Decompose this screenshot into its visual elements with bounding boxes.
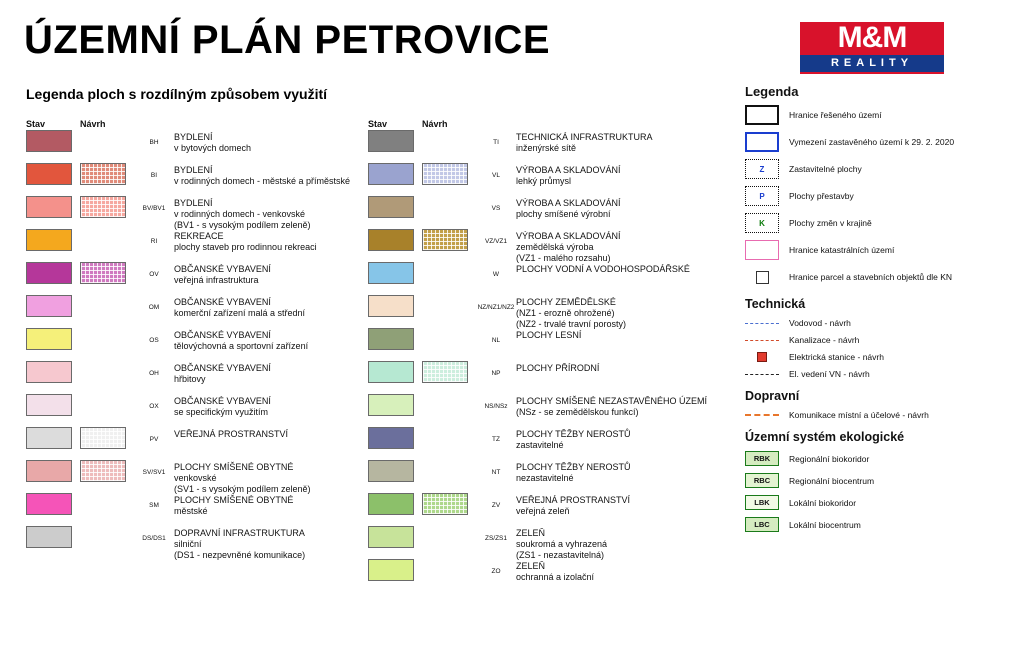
legend-description: PLOCHY SMÍŠENÉ OBYTNÉ městské (174, 495, 294, 516)
col-header-navrh-right: Návrh (422, 119, 448, 129)
swatch-stav (26, 229, 72, 251)
boundary-black-icon (745, 105, 779, 125)
legend-code: ZV (491, 502, 501, 509)
line-orange-dash-icon (745, 414, 779, 416)
swatch-stav (368, 361, 414, 383)
legend-column-left (26, 130, 356, 559)
legend-code: PV (149, 436, 159, 443)
legend-row (368, 493, 718, 526)
legend-description: BYDLENÍ v rodinných domech - venkovské (BV1 - s vysokým podílem zeleně) (174, 198, 311, 230)
swatch-stav (368, 394, 414, 416)
swatch-stav (368, 427, 414, 449)
swatch-stav (368, 559, 414, 581)
logo-main-text: M&M (837, 21, 907, 54)
legend-row (26, 196, 356, 229)
legend-code: NZ/NZ1/NZ2 (477, 304, 515, 311)
legend-row (26, 163, 356, 196)
legend-entry (745, 318, 1015, 328)
legend-column-right (368, 130, 718, 592)
legend-description: VÝROBA A SKLADOVÁNÍ lehký průmysl (516, 165, 621, 186)
legend-code: ZO (491, 568, 501, 575)
legend-entry-label: Vodovod - návrh (789, 318, 851, 328)
swatch-stav (368, 163, 414, 185)
legend-entry (745, 495, 1015, 510)
legend-description: BYDLENÍ v rodinných domech - městské a příměstské (174, 165, 351, 186)
legend-description: VÝROBA A SKLADOVÁNÍ plochy smíšené výrobní (516, 198, 621, 219)
legend-entry-label: Regionální biokoridor (789, 453, 870, 464)
legend-row (26, 526, 356, 559)
legend-entry-label: Komunikace místní a účelové - návrh (789, 410, 929, 420)
swatch-stav (368, 493, 414, 515)
swatch-stav (368, 526, 414, 548)
uses-tag-lbk: LBK (745, 495, 779, 510)
legend-description: VÝROBA A SKLADOVÁNÍ zemědělská výroba (VZ1 - malého rozsahu) (516, 231, 621, 263)
legend-technicka-items (745, 318, 1015, 379)
legend-entry-label: Elektrická stanice - návrh (789, 352, 884, 362)
legend-code: OS (149, 337, 159, 344)
legend-description: ZELEŇ ochranná a izolační (516, 561, 595, 582)
legend-description: PLOCHY VODNÍ A VODOHOSPODÁŘSKÉ (516, 264, 690, 274)
legend-entry (745, 410, 1015, 420)
legend-code: DS/DS1 (142, 535, 166, 542)
swatch-stav (368, 130, 414, 152)
legend-code: OH (149, 370, 159, 377)
legend-code: TZ (492, 436, 500, 443)
legend-entry (745, 473, 1015, 488)
legend-entry-label: Regionální biocentrum (789, 475, 875, 486)
legend-description: REKREACE plochy staveb pro rodinnou rekreaci (174, 231, 317, 252)
legend-row (368, 163, 718, 196)
line-blue-dash-icon (745, 323, 779, 324)
col-header-navrh-left: Návrh (80, 119, 106, 129)
legend-description: OBČANSKÉ VYBAVENÍ se specifickým využitím (174, 396, 271, 417)
legend-code: NP (491, 370, 501, 377)
legend-code: TI (493, 139, 499, 146)
legend-code: VZ/VZ1 (484, 238, 508, 245)
legend-entry-label: Lokální biokoridor (789, 497, 857, 508)
swatch-navrh (80, 196, 126, 218)
legend-entry-label: Hranice řešeného území (789, 110, 882, 120)
page-subtitle: Legenda ploch s rozdílným způsobem využití (26, 86, 328, 102)
legend-description: BYDLENÍ v bytových domech (174, 132, 252, 153)
legend-code: OM (148, 304, 160, 311)
legend-row (368, 460, 718, 493)
uses-tag-rbk: RBK (745, 451, 779, 466)
swatch-navrh (422, 163, 468, 185)
legend-row (26, 262, 356, 295)
legend-entry-label: El. vedení VN - návrh (789, 369, 870, 379)
legend-code: VL (492, 172, 500, 179)
legend-entry (745, 132, 1015, 152)
swatch-stav (368, 229, 414, 251)
legend-section-dopravni: Dopravní (745, 389, 800, 403)
legend-row (26, 361, 356, 394)
legend-description: VEŘEJNÁ PROSTRANSTVÍ (174, 429, 289, 439)
legend-row (26, 229, 356, 262)
legend-code: SM (149, 502, 159, 509)
swatch-navrh (422, 493, 468, 515)
parcel-square-icon (745, 267, 779, 287)
electric-station-icon (745, 352, 779, 362)
swatch-stav (368, 262, 414, 284)
swatch-navrh (80, 427, 126, 449)
legend-code: RI (150, 238, 158, 245)
legend-entry-label: Vymezení zastavěného území k 29. 2. 2020 (789, 137, 955, 147)
legend-entry-label: Hranice katastrálních území (789, 245, 895, 255)
legend-uses-items (745, 451, 1015, 532)
legend-row (26, 328, 356, 361)
legend-description: OBČANSKÉ VYBAVENÍ tělovýchovná a sportovní zařízení (174, 330, 309, 351)
legend-description: ZELEŇ soukromá a vyhrazená (ZS1 - nezastavitelná) (516, 528, 608, 560)
swatch-stav (368, 295, 414, 317)
legend-description: PLOCHY LESNÍ (516, 330, 582, 340)
legend-description: OBČANSKÉ VYBAVENÍ komerční zařízení malá a střední (174, 297, 306, 318)
legend-entry (745, 105, 1015, 125)
legend-entry-label: Plochy změn v krajině (789, 218, 872, 228)
swatch-navrh (80, 460, 126, 482)
legend-entry-label: Plochy přestavby (789, 191, 854, 201)
legend-code: W (492, 271, 500, 278)
legend-row (368, 526, 718, 559)
line-black-dash-icon (745, 374, 779, 375)
legend-description: PLOCHY TĚŽBY NEROSTŮ zastavitelné (516, 429, 631, 450)
legend-row (368, 361, 718, 394)
legend-code: ZS/ZS1 (484, 535, 508, 542)
swatch-navrh (422, 229, 468, 251)
legend-entry-label: Lokální biocentrum (789, 519, 861, 530)
area-p-icon: P (745, 186, 779, 206)
boundary-blue-icon (745, 132, 779, 152)
legend-description: DOPRAVNÍ INFRASTRUKTURA silniční (DS1 - nezpevněné komunikace) (174, 528, 306, 560)
legend-description: TECHNICKÁ INFRASTRUKTURA inženýrské sítě (516, 132, 653, 153)
legend-code: NL (491, 337, 501, 344)
swatch-stav (26, 163, 72, 185)
legend-code: BH (149, 139, 159, 146)
legend-description: PLOCHY TĚŽBY NEROSTŮ nezastavitelné (516, 462, 631, 483)
legend-row (368, 394, 718, 427)
area-k-icon: K (745, 213, 779, 233)
uses-tag-lbc: LBC (745, 517, 779, 532)
legend-description: OBČANSKÉ VYBAVENÍ hřbitovy (174, 363, 271, 384)
legend-code: BI (150, 172, 158, 179)
legend-row (368, 196, 718, 229)
legend-row (368, 559, 718, 592)
swatch-navrh (422, 361, 468, 383)
swatch-stav (26, 460, 72, 482)
swatch-navrh (80, 163, 126, 185)
area-z-icon: Z (745, 159, 779, 179)
legend-entry-label: Hranice parcel a stavebních objektů dle KN (789, 272, 953, 282)
legend-section-technicka: Technická (745, 297, 806, 311)
boundary-pink-icon (745, 240, 779, 260)
legend-code: NS/NSz (484, 403, 508, 410)
legend-row (26, 427, 356, 460)
uses-tag-rbc: RBC (745, 473, 779, 488)
legend-row (368, 130, 718, 163)
legend-entry (745, 186, 1015, 206)
legend-entry (745, 213, 1015, 233)
legend-code: OX (149, 403, 159, 410)
legend-row (368, 262, 718, 295)
legend-entry-label: Kanalizace - návrh (789, 335, 860, 345)
legend-row (26, 394, 356, 427)
swatch-stav (26, 394, 72, 416)
legend-entry-label: Zastavitelné plochy (789, 164, 862, 174)
legend-entry (745, 240, 1015, 260)
legend-title: Legenda (745, 84, 799, 99)
legend-entry (745, 369, 1015, 379)
legend-row (26, 130, 356, 163)
swatch-stav (26, 130, 72, 152)
page-title: ÚZEMNÍ PLÁN PETROVICE (24, 18, 551, 62)
legend-code: VS (491, 205, 501, 212)
col-header-stav-right: Stav (368, 119, 388, 129)
swatch-stav (26, 295, 72, 317)
legend-description: OBČANSKÉ VYBAVENÍ veřejná infrastruktura (174, 264, 271, 285)
swatch-stav (26, 526, 72, 548)
legend-description: PLOCHY PŘÍRODNÍ (516, 363, 600, 373)
legend-description: PLOCHY ZEMĚDĚLSKÉ (NZ1 - erozně ohrožené) (NZ2 - trvalé travní porosty) (516, 297, 627, 329)
logo-sub-text: REALITY (800, 55, 944, 72)
swatch-stav (26, 361, 72, 383)
legend-code: BV/BV1 (142, 205, 166, 212)
swatch-stav (368, 196, 414, 218)
swatch-stav (26, 427, 72, 449)
legend-row (26, 493, 356, 526)
map-legend-panel (745, 84, 1015, 539)
legend-code: SV/SV1 (142, 469, 166, 476)
legend-row (368, 295, 718, 328)
legend-code: OV (149, 271, 159, 278)
legend-entry (745, 267, 1015, 287)
legend-row (368, 229, 718, 262)
legend-entry (745, 352, 1015, 362)
legend-items (745, 105, 1015, 287)
legend-description: VEŘEJNÁ PROSTRANSTVÍ veřejná zeleň (516, 495, 631, 516)
swatch-stav (368, 460, 414, 482)
legend-entry (745, 335, 1015, 345)
legend-description: PLOCHY SMÍŠENÉ NEZASTAVĚNÉHO ÚZEMÍ (NSz - se zemědělskou funkcí) (516, 396, 708, 417)
swatch-navrh (80, 262, 126, 284)
swatch-stav (26, 262, 72, 284)
legend-row (26, 295, 356, 328)
legend-section-uses: Územní systém ekologické (745, 430, 905, 444)
col-header-stav-left: Stav (26, 119, 46, 129)
legend-dopravni-items (745, 410, 1015, 420)
line-red-dash-icon (745, 340, 779, 341)
legend-description: PLOCHY SMÍŠENÉ OBYTNÉ venkovské (SV1 - s vysokým podílem zeleně) (174, 462, 311, 494)
legend-entry (745, 517, 1015, 532)
legend-row (368, 328, 718, 361)
legend-row (368, 427, 718, 460)
legend-row (26, 460, 356, 493)
swatch-stav (26, 493, 72, 515)
mm-reality-logo (800, 22, 944, 74)
swatch-stav (26, 328, 72, 350)
legend-entry (745, 451, 1015, 466)
legend-entry (745, 159, 1015, 179)
swatch-stav (26, 196, 72, 218)
swatch-stav (368, 328, 414, 350)
legend-code: NT (491, 469, 501, 476)
